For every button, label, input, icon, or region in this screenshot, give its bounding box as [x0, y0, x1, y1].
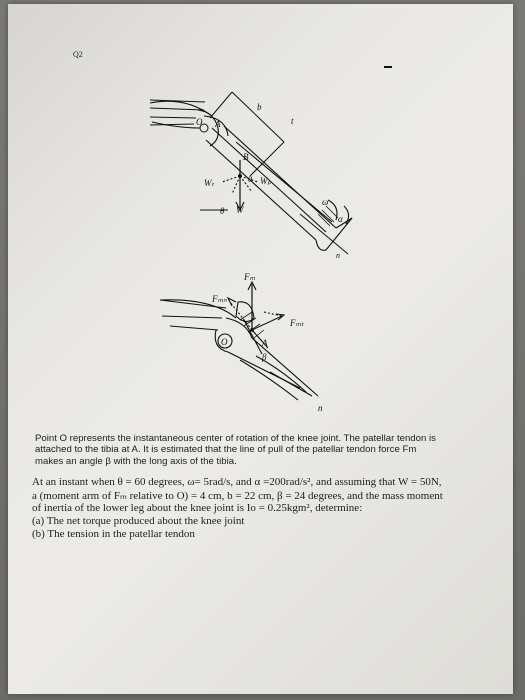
problem-line-3: of inertia of the lower leg about the knee joint is Io = 0.25kgm², determine:	[32, 502, 363, 514]
fig2-label-Fm: Fₘ	[244, 272, 256, 282]
problem-line-2: a (moment arm of Fₘ relative to O) = 4 cm, b = 22 cm, β = 24 degrees, and the mass moment	[32, 490, 443, 502]
fig2-label-beta: β	[262, 352, 267, 362]
fig2-label-Fmt: Fₘₜ	[290, 318, 304, 328]
fig2-label-A: A	[262, 338, 268, 348]
question-item-b: (b) The tension in the patellar tendon	[32, 528, 195, 540]
fig1-label-Wt: Wₜ	[204, 178, 215, 188]
question-item-a: (a) The net torque produced about the knee joint	[32, 515, 245, 527]
fig1-label-t: t	[291, 116, 294, 126]
fig1-label-A: A	[215, 119, 221, 129]
fig1-label-O: O	[196, 117, 203, 127]
fig1-label-Wp: Wₚ	[260, 176, 272, 186]
fig2-label-Fmn: Fₘₙ	[212, 294, 227, 304]
fig2-label-O: O	[221, 337, 228, 347]
fig1-label-W: W	[236, 205, 244, 215]
fig2-label-n: n	[318, 403, 323, 413]
fig1-label-B: B	[243, 152, 249, 162]
problem-line-1: At an instant when θ = 60 degrees, ω= 5rad/s, and α =200rad/s², and assuming that W = 50N,	[32, 476, 442, 488]
fig1-label-n: n	[336, 251, 340, 260]
fig1-label-theta-ref: θ	[220, 206, 225, 216]
fig1-label-alpha: α	[338, 214, 343, 224]
fig1-label-omega: ω	[322, 197, 329, 207]
fig1-label-b: b	[257, 102, 262, 112]
question-label: Q2	[73, 50, 83, 59]
fig1-label-theta: θ	[248, 175, 252, 184]
description-line-2: attached to the tibia at A. It is estimated that the line of pull of the patellar tendon force Fm	[35, 444, 417, 455]
description-line-1: Point O represents the instantaneous center of rotation of the knee joint. The patellar tendon is	[35, 433, 436, 444]
description-line-3: makes an angle β with the long axis of the tibia.	[35, 456, 237, 467]
